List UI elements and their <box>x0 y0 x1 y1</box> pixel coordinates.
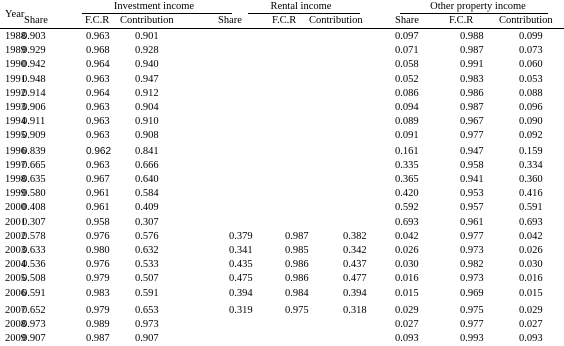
value-cell: 0.016 <box>395 273 419 284</box>
subheader-share: Share <box>218 15 242 26</box>
year-cell: 2009 <box>5 333 26 344</box>
subheader-contribution: Contribution <box>120 15 174 26</box>
year-cell: 1999 <box>5 188 26 199</box>
table-row <box>0 86 564 101</box>
value-cell: 0.042 <box>395 231 419 242</box>
value-cell: 0.027 <box>519 319 543 330</box>
table-row <box>0 72 564 87</box>
table-row <box>0 158 564 173</box>
year-cell: 2001 <box>5 217 26 228</box>
table-row <box>0 243 564 258</box>
year-header: Year <box>5 9 25 20</box>
value-cell: 0.015 <box>519 288 543 299</box>
value-cell: 0.307 <box>135 217 159 228</box>
table-row <box>0 215 564 230</box>
year-cell: 1989 <box>5 45 26 56</box>
year-cell: 2003 <box>5 245 26 256</box>
value-cell: 0.968 <box>86 45 110 56</box>
value-cell: 0.693 <box>395 217 419 228</box>
table-row <box>0 229 564 244</box>
value-cell: 0.016 <box>519 273 543 284</box>
value-cell: 0.958 <box>86 217 110 228</box>
value-cell: 0.987 <box>460 45 484 56</box>
value-cell: 0.961 <box>86 188 110 199</box>
value-cell: 0.986 <box>460 88 484 99</box>
value-cell: 0.666 <box>135 160 159 171</box>
value-cell: 0.030 <box>395 259 419 270</box>
table-row <box>0 57 564 72</box>
value-cell: 0.947 <box>135 74 159 85</box>
value-cell: 0.961 <box>86 202 110 213</box>
value-cell: 0.026 <box>395 245 419 256</box>
table-row <box>0 144 564 159</box>
value-cell: 0.953 <box>460 188 484 199</box>
value-cell: 0.963 <box>86 130 110 141</box>
value-cell: 0.908 <box>135 130 159 141</box>
value-cell: 0.962 <box>86 146 112 157</box>
value-cell: 0.029 <box>519 305 543 316</box>
value-cell: 0.911 <box>22 116 46 127</box>
subheader-f-c-r: F.C.R <box>449 15 474 26</box>
value-cell: 0.591 <box>519 202 543 213</box>
value-cell: 0.416 <box>519 188 543 199</box>
year-cell: 2002 <box>5 231 26 242</box>
value-cell: 0.984 <box>285 288 309 299</box>
value-cell: 0.961 <box>460 217 484 228</box>
value-cell: 0.901 <box>135 31 159 42</box>
year-cell: 1995 <box>5 130 26 141</box>
value-cell: 0.086 <box>395 88 419 99</box>
value-cell: 0.973 <box>22 319 46 330</box>
value-cell: 0.987 <box>460 102 484 113</box>
value-cell: 0.693 <box>519 217 543 228</box>
value-cell: 0.507 <box>135 273 159 284</box>
value-cell: 0.580 <box>22 188 46 199</box>
value-cell: 0.929 <box>22 45 46 56</box>
value-cell: 0.841 <box>135 146 159 157</box>
value-cell: 0.635 <box>22 174 46 185</box>
value-cell: 0.071 <box>395 45 419 56</box>
subheader-contribution: Contribution <box>309 15 363 26</box>
value-cell: 0.360 <box>519 174 543 185</box>
value-cell: 0.665 <box>22 160 46 171</box>
value-cell: 0.986 <box>285 259 309 270</box>
value-cell: 0.963 <box>86 31 110 42</box>
value-cell: 0.335 <box>395 160 419 171</box>
value-cell: 0.420 <box>395 188 419 199</box>
year-cell: 1991 <box>5 74 26 85</box>
value-cell: 0.979 <box>86 273 110 284</box>
table-row <box>0 172 564 187</box>
year-cell: 1990 <box>5 59 26 70</box>
value-cell: 0.094 <box>395 102 419 113</box>
subheader-share: Share <box>395 15 419 26</box>
table-row <box>0 286 564 301</box>
value-cell: 0.912 <box>135 88 159 99</box>
value-cell: 0.097 <box>395 31 419 42</box>
value-cell: 0.991 <box>460 59 484 70</box>
value-cell: 0.987 <box>285 231 309 242</box>
value-cell: 0.909 <box>22 130 46 141</box>
subheader-f-c-r: F.C.R <box>272 15 297 26</box>
value-cell: 0.985 <box>285 245 309 256</box>
value-cell: 0.973 <box>135 319 159 330</box>
table-row <box>0 100 564 115</box>
value-cell: 0.958 <box>460 160 484 171</box>
value-cell: 0.928 <box>135 45 159 56</box>
value-cell: 0.983 <box>86 288 110 299</box>
value-cell: 0.591 <box>135 288 159 299</box>
value-cell: 0.963 <box>86 102 110 113</box>
value-cell: 0.591 <box>22 288 46 299</box>
value-cell: 0.969 <box>460 288 484 299</box>
value-cell: 0.090 <box>519 116 543 127</box>
value-cell: 0.963 <box>86 74 110 85</box>
value-cell: 0.477 <box>343 273 367 284</box>
table-row <box>0 257 564 272</box>
value-cell: 0.533 <box>135 259 159 270</box>
table-row <box>0 303 564 318</box>
value-cell: 0.089 <box>395 116 419 127</box>
subheader-share: Share <box>24 15 48 26</box>
year-cell: 2005 <box>5 273 26 284</box>
year-cell: 2008 <box>5 319 26 330</box>
value-cell: 0.975 <box>285 305 309 316</box>
group-rule-other <box>400 13 548 14</box>
table-row <box>0 114 564 129</box>
value-cell: 0.973 <box>460 245 484 256</box>
value-cell: 0.093 <box>519 333 543 344</box>
year-cell: 2006 <box>5 288 26 299</box>
value-cell: 0.578 <box>22 231 46 242</box>
value-cell: 0.382 <box>343 231 367 242</box>
value-cell: 0.982 <box>460 259 484 270</box>
value-cell: 0.988 <box>460 31 484 42</box>
group-rule-rental <box>248 13 360 14</box>
year-cell: 2000 <box>5 202 26 213</box>
value-cell: 0.088 <box>519 88 543 99</box>
table-row <box>0 186 564 201</box>
table-row <box>0 200 564 215</box>
value-cell: 0.653 <box>135 305 159 316</box>
value-cell: 0.993 <box>460 333 484 344</box>
value-cell: 0.161 <box>395 146 419 157</box>
year-cell: 1997 <box>5 160 26 171</box>
value-cell: 0.957 <box>460 202 484 213</box>
value-cell: 0.964 <box>86 59 110 70</box>
value-cell: 0.042 <box>519 231 543 242</box>
value-cell: 0.437 <box>343 259 367 270</box>
value-cell: 0.977 <box>460 319 484 330</box>
value-cell: 0.907 <box>135 333 159 344</box>
value-cell: 0.365 <box>395 174 419 185</box>
group-header-rental-income: Rental income <box>270 1 332 12</box>
year-cell: 1998 <box>5 174 26 185</box>
value-cell: 0.973 <box>460 273 484 284</box>
value-cell: 0.091 <box>395 130 419 141</box>
value-cell: 0.632 <box>135 245 159 256</box>
value-cell: 0.475 <box>229 273 253 284</box>
subheader-contribution: Contribution <box>499 15 553 26</box>
value-cell: 0.318 <box>343 305 367 316</box>
value-cell: 0.963 <box>86 116 110 127</box>
value-cell: 0.394 <box>229 288 253 299</box>
value-cell: 0.379 <box>229 231 253 242</box>
table-row <box>0 43 564 58</box>
value-cell: 0.652 <box>22 305 46 316</box>
value-cell: 0.839 <box>22 146 46 157</box>
value-cell: 0.942 <box>22 59 46 70</box>
value-cell: 0.053 <box>519 74 543 85</box>
value-cell: 0.976 <box>86 259 110 270</box>
table-row <box>0 29 564 44</box>
value-cell: 0.026 <box>519 245 543 256</box>
value-cell: 0.987 <box>86 333 110 344</box>
value-cell: 0.092 <box>519 130 543 141</box>
value-cell: 0.052 <box>395 74 419 85</box>
value-cell: 0.435 <box>229 259 253 270</box>
value-cell: 0.986 <box>285 273 309 284</box>
value-cell: 0.030 <box>519 259 543 270</box>
value-cell: 0.989 <box>86 319 110 330</box>
year-cell: 1992 <box>5 88 26 99</box>
value-cell: 0.029 <box>395 305 419 316</box>
value-cell: 0.980 <box>86 245 110 256</box>
value-cell: 0.394 <box>343 288 367 299</box>
value-cell: 0.341 <box>229 245 253 256</box>
value-cell: 0.914 <box>22 88 46 99</box>
table-row <box>0 271 564 286</box>
value-cell: 0.334 <box>519 160 543 171</box>
year-cell: 1993 <box>5 102 26 113</box>
value-cell: 0.967 <box>460 116 484 127</box>
value-cell: 0.964 <box>86 88 110 99</box>
value-cell: 0.536 <box>22 259 46 270</box>
value-cell: 0.096 <box>519 102 543 113</box>
value-cell: 0.592 <box>395 202 419 213</box>
year-cell: 1996 <box>5 146 26 157</box>
value-cell: 0.508 <box>22 273 46 284</box>
table-row <box>0 317 564 332</box>
value-cell: 0.576 <box>135 231 159 242</box>
value-cell: 0.976 <box>86 231 110 242</box>
value-cell: 0.977 <box>460 130 484 141</box>
value-cell: 0.633 <box>22 245 46 256</box>
value-cell: 0.093 <box>395 333 419 344</box>
value-cell: 0.058 <box>395 59 419 70</box>
table-row <box>0 128 564 143</box>
value-cell: 0.060 <box>519 59 543 70</box>
group-header-other-property-income: Other property income <box>430 1 526 12</box>
value-cell: 0.073 <box>519 45 543 56</box>
year-cell: 1994 <box>5 116 26 127</box>
value-cell: 0.408 <box>22 202 46 213</box>
group-header-investment-income: Investment income <box>113 1 195 12</box>
value-cell: 0.099 <box>519 31 543 42</box>
value-cell: 0.979 <box>86 305 110 316</box>
year-cell: 2004 <box>5 259 26 270</box>
value-cell: 0.319 <box>229 305 253 316</box>
value-cell: 0.941 <box>460 174 484 185</box>
table-row <box>0 331 564 346</box>
value-cell: 0.983 <box>460 74 484 85</box>
value-cell: 0.948 <box>22 74 46 85</box>
value-cell: 0.940 <box>135 59 159 70</box>
value-cell: 0.906 <box>22 102 46 113</box>
group-rule-investment <box>82 13 232 14</box>
value-cell: 0.904 <box>135 102 159 113</box>
value-cell: 0.947 <box>460 146 484 157</box>
value-cell: 0.342 <box>343 245 367 256</box>
value-cell: 0.975 <box>460 305 484 316</box>
value-cell: 0.640 <box>135 174 159 185</box>
value-cell: 0.903 <box>22 31 46 42</box>
value-cell: 0.015 <box>395 288 419 299</box>
value-cell: 0.307 <box>22 217 46 228</box>
value-cell: 0.910 <box>135 116 159 127</box>
value-cell: 0.584 <box>135 188 159 199</box>
year-cell: 1988 <box>5 31 26 42</box>
value-cell: 0.967 <box>86 174 110 185</box>
value-cell: 0.963 <box>86 160 110 171</box>
year-cell: 2007 <box>5 305 26 316</box>
value-cell: 0.409 <box>135 202 159 213</box>
value-cell: 0.027 <box>395 319 419 330</box>
value-cell: 0.907 <box>22 333 46 344</box>
value-cell: 0.977 <box>460 231 484 242</box>
value-cell: 0.159 <box>519 146 543 157</box>
subheader-f-c-r: F.C.R <box>85 15 110 26</box>
